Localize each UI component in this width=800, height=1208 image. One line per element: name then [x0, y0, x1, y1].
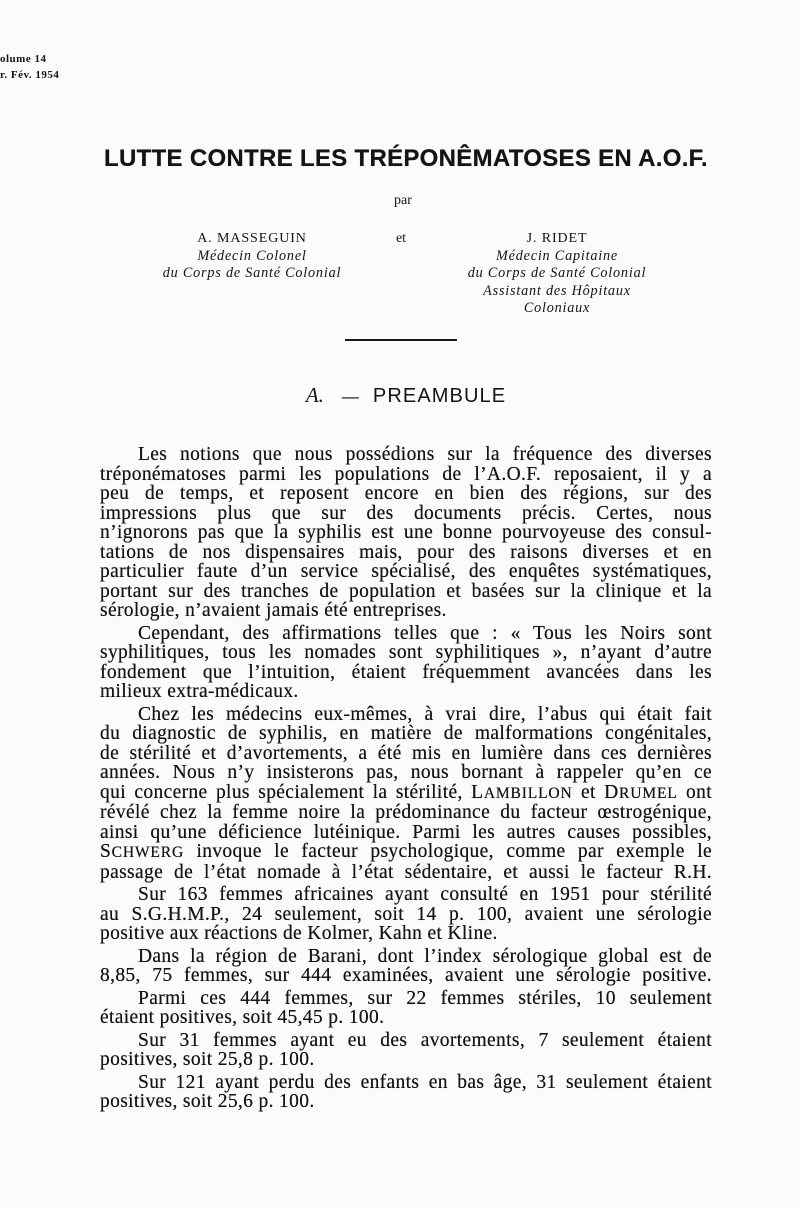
- text-line: Sur 163 femmes africaines ayant consulté en 1951 pour stérilité: [138, 884, 712, 905]
- author-affiliation: du Corps de Santé Colonial: [467, 265, 647, 282]
- text-line: portant sur des tranches de population et basées sur la clinique et la: [100, 580, 712, 602]
- text-line: [100, 783, 712, 804]
- section-heading: [100, 383, 712, 409]
- text-line: peu de temps, et reposent encore en bien des régions, sur des: [100, 483, 712, 504]
- author-citation: SCHWERG: [100, 841, 185, 862]
- author-affiliation: du Corps de Santé Colonial: [162, 265, 342, 282]
- author-affiliation: Médecin Colonel: [197, 247, 307, 264]
- text-line: Dans la région de Barani, dont l’index sérologique global est de: [138, 945, 712, 967]
- author-citation: DRUMEL: [604, 781, 678, 803]
- text-line: 8,85, 75 femmes, sur 444 examinées, avaient une sérologie positive.: [100, 965, 712, 986]
- author-affiliation: Coloniaux: [523, 300, 591, 317]
- author-block-left: [142, 230, 362, 283]
- paragraph: [100, 1031, 712, 1070]
- text-line: passage de l’état nomade à l’état sédentaire, et aussi le facteur R.H.: [100, 861, 712, 883]
- text-line: Sur 31 femmes ayant eu des avortements, 7 seulement étaient: [138, 1029, 712, 1051]
- text-line: particulier faute d’un service spécialisé, des enquêtes systématiques,: [100, 561, 712, 582]
- paragraph: [100, 445, 712, 621]
- section-dash: —: [341, 387, 359, 406]
- text-line: Les notions que nous possédions sur la fréquence des diverses: [138, 444, 712, 465]
- text-line: révélé chez la femme noire la prédominance du facteur œstrogénique,: [100, 802, 712, 823]
- text-line: impressions plus que sur des documents précis. Certes, nous: [100, 502, 712, 524]
- text-line: sérologie, n’avaient jamais été entreprises.: [100, 600, 447, 621]
- paragraph: [100, 705, 712, 883]
- paragraph: [100, 947, 712, 986]
- section-letter: A.: [305, 383, 324, 407]
- article-body: [100, 445, 712, 1115]
- byline-par: par: [394, 193, 412, 208]
- text-line: au S.G.H.M.P., 24 seulement, soit 14 p. 100, avaient une sérologie: [100, 903, 712, 925]
- text-line: Chez les médecins eux-mêmes, à vrai dire, l’abus qui était fait: [138, 703, 712, 725]
- paragraph: [100, 624, 712, 702]
- title-divider: [345, 339, 457, 341]
- author-name: A. MASSEGUIN: [197, 231, 307, 246]
- section-title: PREAMBULE: [372, 385, 507, 407]
- running-head-date: r. Fév. 1954: [0, 69, 60, 81]
- text-line: ainsi qu’une déficience lutéinique. Parmi les autres causes possibles,: [100, 821, 712, 843]
- text-line: du diagnostic de syphilis, en matière de malformations congénitales,: [100, 723, 712, 744]
- paragraph: [100, 1073, 712, 1112]
- text-line: positives, soit 25,8 p. 100.: [100, 1049, 315, 1070]
- author-affiliation: Médecin Capitaine: [496, 247, 618, 264]
- text-line: milieux extra-médicaux.: [100, 681, 299, 702]
- author-citation: LAMBILLON: [471, 781, 573, 803]
- article-title: LUTTE CONTRE LES TRÉPONÊMATOSES EN A.O.F.: [104, 145, 708, 172]
- text-line: positive aux réactions de Kolmer, Kahn et Kline.: [100, 923, 498, 944]
- paragraph: [100, 885, 712, 944]
- running-head-volume: olume 14: [0, 53, 47, 65]
- author-affiliation: Assistant des Hôpitaux: [483, 282, 631, 299]
- text-segment: ont: [677, 781, 712, 803]
- text-line: étaient positives, soit 45,45 p. 100.: [100, 1007, 385, 1028]
- text-line: Sur 121 ayant perdu des enfants en bas âge, 31 seulement étaient: [138, 1071, 712, 1093]
- text-line: syphilitiques, tous les nomades sont syphilitiques », n’ayant d’autre: [100, 642, 712, 663]
- text-line: Cependant, des affirmations telles que : « Tous les Noirs sont: [138, 622, 712, 644]
- author-block-right: [437, 230, 677, 318]
- author-name: J. RIDET: [526, 231, 588, 246]
- text-line: années. Nous n’y insisterons pas, nous bornant à rappeler qu’en ce: [100, 762, 712, 783]
- text-line: positives, soit 25,6 p. 100.: [100, 1091, 315, 1112]
- author-conjunction: et: [395, 231, 407, 246]
- text-line: Parmi ces 444 femmes, sur 22 femmes stériles, 10 seulement: [138, 987, 712, 1009]
- text-line: [100, 842, 712, 863]
- text-line: n’ignorons pas que la syphilis est une bonne pourvoyeuse des consul-: [100, 522, 712, 543]
- text-segment: invoque le facteur psychologique, comme par exemple le: [184, 841, 712, 862]
- text-line: fondement que l’intuition, étaient fréquemment avancées dans les: [100, 661, 712, 683]
- text-line: de stérilité et d’avortements, a été mis en lumière dans ces dernières: [100, 742, 712, 764]
- paragraph: [100, 989, 712, 1028]
- text-line: tréponématoses parmi les populations de l’A.O.F. reposaient, il y a: [100, 463, 712, 485]
- text-segment: et: [572, 781, 605, 803]
- text-line: tations de nos dispensaires mais, pour des raisons diverses et en: [100, 541, 712, 563]
- text-segment: qui concerne plus spécialement la stérilité,: [100, 781, 472, 803]
